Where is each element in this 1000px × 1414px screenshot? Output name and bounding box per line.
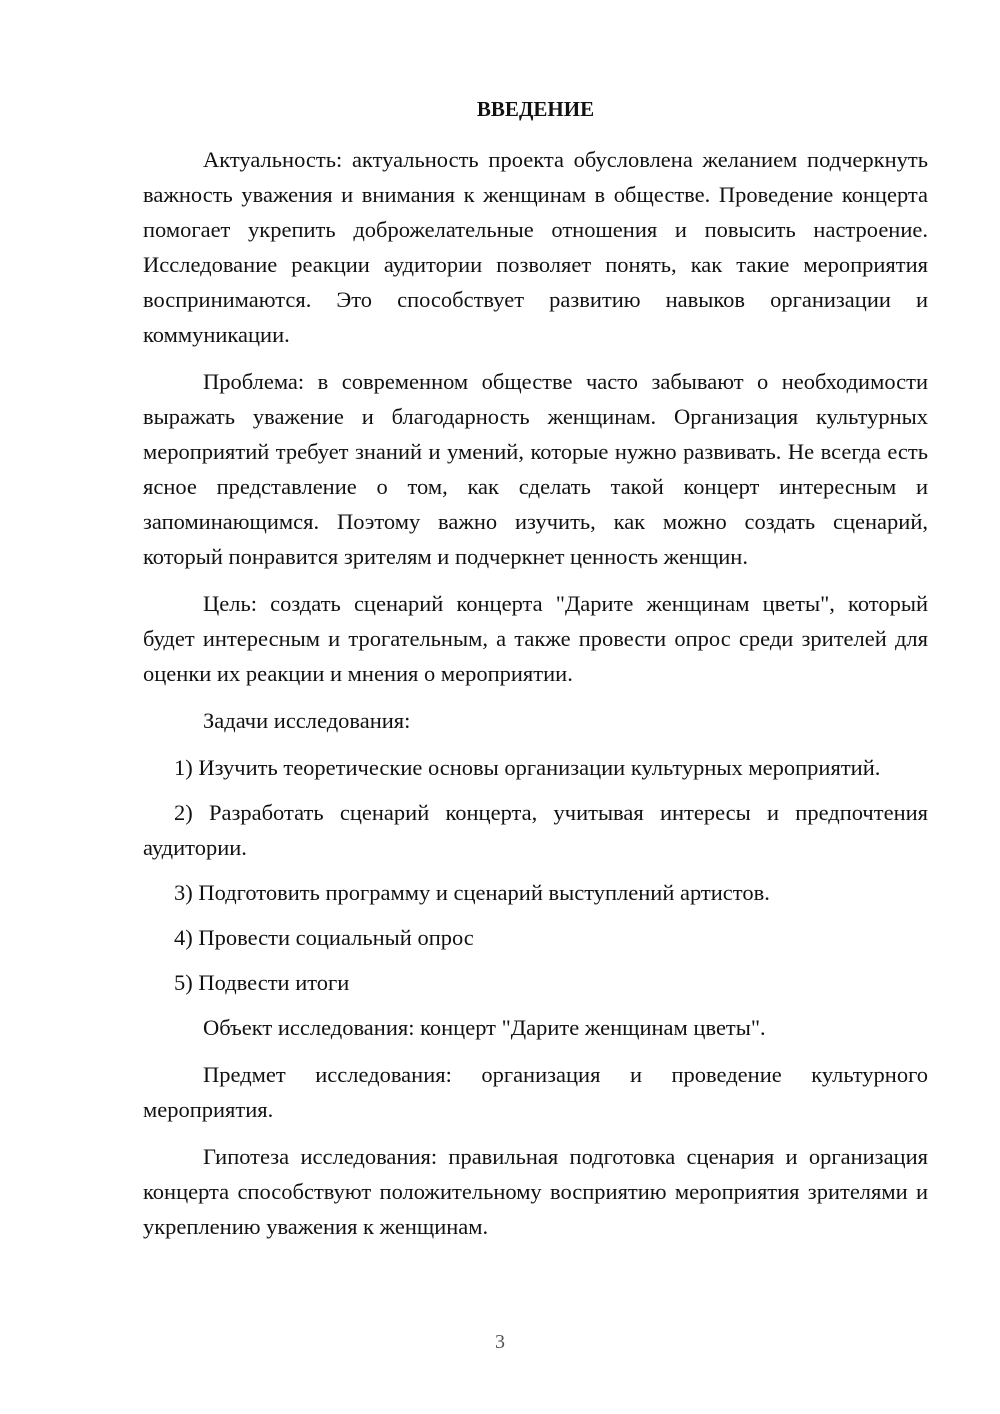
document-page — [143, 92, 928, 1256]
subject-paragraph: Предмет исследования: организация и проведение культурного мероприятия. — [143, 1062, 928, 1122]
page-number: 3 — [495, 1331, 505, 1353]
tasks-heading: Задачи исследования: — [203, 708, 411, 733]
hypothesis-paragraph: Гипотеза исследования: правильная подготовка сценария и организация концерта способствуют положительному восприятию мероприятия зрителями и укреплению уважения к женщинам. — [143, 1144, 928, 1239]
task-item-1: 1) Изучить теоретические основы организации культурных мероприятий. — [174, 755, 881, 780]
task-item-3: 3) Подготовить программу и сценарий выступлений артистов. — [174, 880, 770, 905]
page-title: ВВЕДЕНИЕ — [476, 97, 595, 121]
relevance-paragraph: Актуальность: актуальность проекта обусловлена желанием подчеркнуть важность уважения и внимания к женщинам в обществе. Проведение концерта помогает укрепить доброжелательные отношения и повысить настроение. Исследование реакции аудитории позволяет понять, как такие мероприятия воспринимаются. Это способствует развитию навыков организации и коммуникации. — [143, 147, 928, 347]
task-item-4: 4) Провести социальный опрос — [174, 925, 474, 950]
task-item-2: 2) Разработать сценарий концерта, учитывая интересы и предпочтения аудитории. — [143, 800, 928, 860]
goal-paragraph: Цель: создать сценарий концерта "Дарите женщинам цветы", который будет интересным и трогательным, а также провести опрос среди зрителей для оценки их реакции и мнения о мероприятии. — [143, 591, 928, 686]
problem-paragraph: Проблема: в современном обществе часто забывают о необходимости выражать уважение и благодарность женщинам. Организация культурных мероприятий требует знаний и умений, которые нужно развивать. Не всегда есть ясное представление о том, как сделать такой концерт интересным и запоминающимся. Поэтому важно изучить, как можно создать сценарий, который понравится зрителям и подчеркнет ценность женщин. — [143, 369, 928, 569]
object-paragraph: Объект исследования: концерт "Дарите женщинам цветы". — [203, 1015, 766, 1040]
task-item-5: 5) Подвести итоги — [174, 970, 350, 995]
